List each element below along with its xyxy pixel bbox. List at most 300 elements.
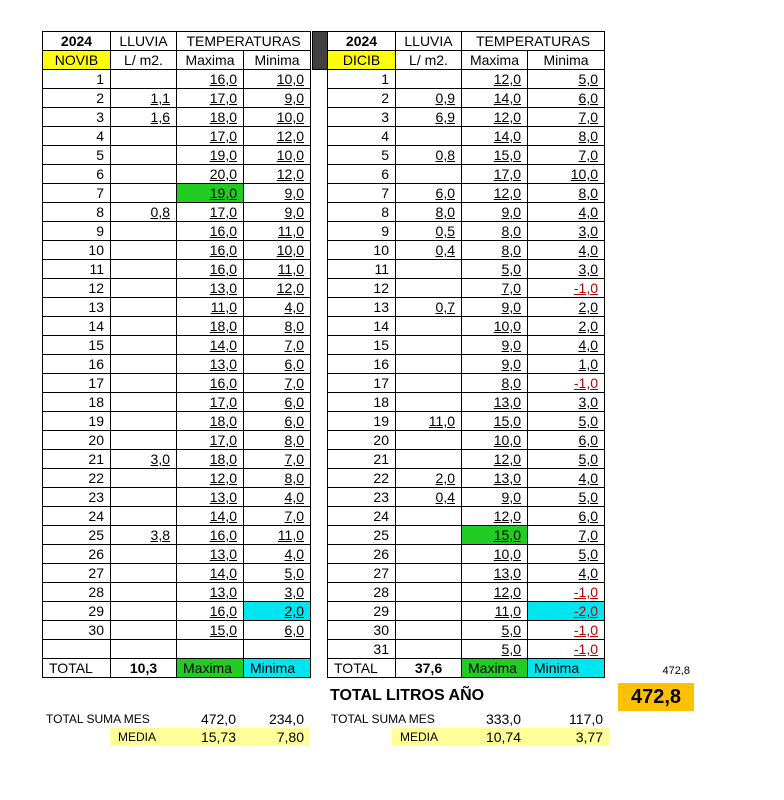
max-cell: 10,0 xyxy=(462,545,528,564)
day-cell: 11 xyxy=(43,260,111,279)
day-cell: 12 xyxy=(43,279,111,298)
nov-temp-header: TEMPERATURAS xyxy=(177,32,311,51)
table-row xyxy=(43,317,311,336)
rain-cell xyxy=(111,70,177,89)
max-cell: 18,0 xyxy=(177,450,244,469)
day-cell: 27 xyxy=(328,564,396,583)
min-cell: 5,0 xyxy=(244,564,311,583)
min-cell: 10,0 xyxy=(528,165,605,184)
max-cell: 11,0 xyxy=(462,602,528,621)
max-cell: 12,0 xyxy=(462,507,528,526)
day-cell: 14 xyxy=(328,317,396,336)
min-cell: 3,0 xyxy=(528,260,605,279)
table-row xyxy=(328,222,605,241)
nov-max-header: Maxima xyxy=(177,51,244,70)
dec-media-max: 10,74 xyxy=(485,729,521,745)
min-cell xyxy=(244,640,311,659)
nov-media-max: 15,73 xyxy=(200,729,236,745)
day-cell: 6 xyxy=(43,165,111,184)
day-cell: 9 xyxy=(328,222,396,241)
table-row xyxy=(43,526,311,545)
max-cell: 15,0 xyxy=(462,412,528,431)
rain-cell xyxy=(396,317,462,336)
min-cell: 5,0 xyxy=(528,450,605,469)
rain-cell xyxy=(111,469,177,488)
max-cell: 13,0 xyxy=(177,583,244,602)
min-cell: 7,0 xyxy=(244,450,311,469)
table-row xyxy=(43,431,311,450)
rain-cell xyxy=(111,279,177,298)
min-cell: 10,0 xyxy=(244,70,311,89)
max-cell: 15,0 xyxy=(462,526,528,545)
nov-media-min: 7,80 xyxy=(276,729,304,745)
dec-min-header: Minima xyxy=(528,51,605,70)
table-row xyxy=(43,127,311,146)
day-cell: 17 xyxy=(328,374,396,393)
day-cell: 21 xyxy=(328,450,396,469)
rain-cell xyxy=(396,127,462,146)
table-row xyxy=(328,507,605,526)
min-cell: 7,0 xyxy=(528,526,605,545)
column-separator xyxy=(312,31,328,70)
rain-cell xyxy=(111,146,177,165)
rain-cell xyxy=(111,298,177,317)
day-cell: 22 xyxy=(43,469,111,488)
nov-month: NOVIB xyxy=(43,51,111,70)
day-cell: 18 xyxy=(43,393,111,412)
max-cell: 16,0 xyxy=(177,374,244,393)
rain-cell xyxy=(111,640,177,659)
day-cell: 18 xyxy=(328,393,396,412)
dec-year: 2024 xyxy=(328,32,396,51)
day-cell: 2 xyxy=(328,89,396,108)
table-row xyxy=(43,203,311,222)
min-cell: 4,0 xyxy=(244,488,311,507)
min-cell: 11,0 xyxy=(244,526,311,545)
table-row xyxy=(43,89,311,108)
day-cell: 5 xyxy=(328,146,396,165)
day-cell: 10 xyxy=(43,241,111,260)
rain-cell: 6,9 xyxy=(396,108,462,127)
table-row xyxy=(43,108,311,127)
rain-cell xyxy=(396,526,462,545)
rain-cell xyxy=(111,412,177,431)
rain-cell xyxy=(396,393,462,412)
rain-cell xyxy=(111,431,177,450)
nov-min-header: Minima xyxy=(244,51,311,70)
day-cell: 24 xyxy=(43,507,111,526)
min-cell: 4,0 xyxy=(528,564,605,583)
nov-max-label: Maxima xyxy=(177,659,244,678)
day-cell: 20 xyxy=(43,431,111,450)
max-cell: 19,0 xyxy=(177,146,244,165)
table-row xyxy=(328,621,605,640)
table-row xyxy=(328,374,605,393)
table-row xyxy=(43,469,311,488)
day-cell: 11 xyxy=(328,260,396,279)
nov-media-label: MEDIA xyxy=(118,730,157,744)
min-cell: 8,0 xyxy=(244,431,311,450)
min-cell: 10,0 xyxy=(244,241,311,260)
nov-year: 2024 xyxy=(43,32,111,51)
nov-rain-header: LLUVIA xyxy=(111,32,177,51)
max-cell: 13,0 xyxy=(462,393,528,412)
min-cell: 9,0 xyxy=(244,184,311,203)
min-cell: 8,0 xyxy=(528,127,605,146)
max-cell: 12,0 xyxy=(462,583,528,602)
table-row xyxy=(328,127,605,146)
day-cell: 8 xyxy=(328,203,396,222)
max-cell xyxy=(177,640,244,659)
max-cell: 18,0 xyxy=(177,108,244,127)
rain-cell xyxy=(111,165,177,184)
year-total-label: TOTAL LITROS AÑO xyxy=(330,687,485,704)
day-cell: 10 xyxy=(328,241,396,260)
rain-cell xyxy=(396,583,462,602)
min-cell: 6,0 xyxy=(244,355,311,374)
day-cell: 9 xyxy=(43,222,111,241)
day-cell: 25 xyxy=(328,526,396,545)
rain-cell: 6,0 xyxy=(396,184,462,203)
table-row xyxy=(43,241,311,260)
max-cell: 14,0 xyxy=(177,564,244,583)
year-total-small: 472,8 xyxy=(662,665,690,677)
day-cell: 21 xyxy=(43,450,111,469)
table-row xyxy=(328,184,605,203)
rain-cell xyxy=(396,564,462,583)
max-cell: 9,0 xyxy=(462,298,528,317)
max-cell: 9,0 xyxy=(462,488,528,507)
rain-cell: 0,8 xyxy=(111,203,177,222)
rain-cell xyxy=(396,621,462,640)
max-cell: 16,0 xyxy=(177,602,244,621)
max-cell: 13,0 xyxy=(177,279,244,298)
rain-cell: 2,0 xyxy=(396,469,462,488)
min-cell: -1,0 xyxy=(528,621,605,640)
max-cell: 12,0 xyxy=(177,469,244,488)
table-row xyxy=(43,583,311,602)
dec-sum-max: 333,0 xyxy=(485,711,521,727)
rain-cell xyxy=(111,260,177,279)
table-row xyxy=(43,621,311,640)
min-cell: 6,0 xyxy=(244,393,311,412)
rain-cell xyxy=(111,488,177,507)
rain-cell xyxy=(111,355,177,374)
min-cell: 5,0 xyxy=(528,70,605,89)
min-cell: 4,0 xyxy=(528,241,605,260)
day-cell: 13 xyxy=(328,298,396,317)
min-cell: 7,0 xyxy=(244,507,311,526)
table-row xyxy=(328,89,605,108)
max-cell: 17,0 xyxy=(177,393,244,412)
rain-cell: 0,5 xyxy=(396,222,462,241)
max-cell: 9,0 xyxy=(462,203,528,222)
max-cell: 13,0 xyxy=(177,355,244,374)
table-row xyxy=(328,203,605,222)
table-row xyxy=(328,412,605,431)
table-row xyxy=(328,450,605,469)
nov-total-label: TOTAL xyxy=(43,659,111,678)
table-row xyxy=(328,317,605,336)
max-cell: 17,0 xyxy=(462,165,528,184)
day-cell: 12 xyxy=(328,279,396,298)
nov-sum-label: TOTAL SUMA MES xyxy=(46,712,150,726)
max-cell: 16,0 xyxy=(177,241,244,260)
dec-month: DICIB xyxy=(328,51,396,70)
dec-rain-unit: L/ m2. xyxy=(396,51,462,70)
max-cell: 12,0 xyxy=(462,184,528,203)
min-cell: 9,0 xyxy=(244,203,311,222)
table-row xyxy=(328,298,605,317)
november-table xyxy=(42,31,311,678)
min-cell: -1,0 xyxy=(528,374,605,393)
day-cell: 16 xyxy=(43,355,111,374)
table-row xyxy=(328,165,605,184)
table-row xyxy=(328,564,605,583)
rain-cell: 0,7 xyxy=(396,298,462,317)
year-total-value: 472,8 xyxy=(618,683,694,711)
rain-cell xyxy=(396,70,462,89)
rain-cell: 8,0 xyxy=(396,203,462,222)
table-row xyxy=(43,70,311,89)
min-cell: 10,0 xyxy=(244,108,311,127)
day-cell: 29 xyxy=(43,602,111,621)
day-cell: 8 xyxy=(43,203,111,222)
table-row xyxy=(43,279,311,298)
min-cell: 3,0 xyxy=(244,583,311,602)
table-row xyxy=(43,564,311,583)
table-row xyxy=(328,108,605,127)
table-row xyxy=(328,526,605,545)
dec-max-header: Maxima xyxy=(462,51,528,70)
max-cell: 5,0 xyxy=(462,621,528,640)
min-cell: 6,0 xyxy=(244,621,311,640)
min-cell: 7,0 xyxy=(244,374,311,393)
dec-total-value: 37,6 xyxy=(396,659,462,678)
max-cell: 8,0 xyxy=(462,222,528,241)
rain-cell xyxy=(111,507,177,526)
min-cell: 4,0 xyxy=(528,336,605,355)
max-cell: 13,0 xyxy=(177,545,244,564)
rain-cell xyxy=(111,602,177,621)
day-cell: 1 xyxy=(43,70,111,89)
december-table xyxy=(327,31,605,678)
rain-cell xyxy=(111,222,177,241)
rain-cell: 3,8 xyxy=(111,526,177,545)
min-cell: 11,0 xyxy=(244,260,311,279)
table-row xyxy=(43,412,311,431)
table-row xyxy=(43,488,311,507)
table-row xyxy=(43,450,311,469)
day-cell: 28 xyxy=(328,583,396,602)
day-cell: 19 xyxy=(328,412,396,431)
nov-rain-unit: L/ m2. xyxy=(111,51,177,70)
dec-media-label: MEDIA xyxy=(400,730,439,744)
table-row xyxy=(328,431,605,450)
max-cell: 18,0 xyxy=(177,412,244,431)
max-cell: 12,0 xyxy=(462,450,528,469)
day-cell: 4 xyxy=(328,127,396,146)
table-row xyxy=(328,70,605,89)
nov-sum-max: 472,0 xyxy=(200,711,236,727)
rain-cell xyxy=(111,374,177,393)
table-row xyxy=(43,184,311,203)
rain-cell xyxy=(396,602,462,621)
rain-cell: 3,0 xyxy=(111,450,177,469)
day-cell: 20 xyxy=(328,431,396,450)
max-cell: 16,0 xyxy=(177,222,244,241)
rain-cell xyxy=(396,355,462,374)
table-row xyxy=(43,393,311,412)
rain-cell xyxy=(111,621,177,640)
day-cell: 2 xyxy=(43,89,111,108)
min-cell: 8,0 xyxy=(244,469,311,488)
min-cell: -1,0 xyxy=(528,279,605,298)
rain-cell xyxy=(396,279,462,298)
max-cell: 17,0 xyxy=(177,127,244,146)
min-cell: 3,0 xyxy=(528,393,605,412)
table-row xyxy=(328,241,605,260)
min-cell: 2,0 xyxy=(528,298,605,317)
min-cell: 4,0 xyxy=(244,298,311,317)
table-row xyxy=(43,602,311,621)
max-cell: 10,0 xyxy=(462,317,528,336)
max-cell: 11,0 xyxy=(177,298,244,317)
table-row xyxy=(43,640,311,659)
max-cell: 18,0 xyxy=(177,317,244,336)
dec-media-min: 3,77 xyxy=(575,729,603,745)
day-cell: 17 xyxy=(43,374,111,393)
max-cell: 13,0 xyxy=(462,469,528,488)
day-cell: 3 xyxy=(43,108,111,127)
min-cell: 9,0 xyxy=(244,89,311,108)
max-cell: 17,0 xyxy=(177,203,244,222)
min-cell: 2,0 xyxy=(244,602,311,621)
day-cell: 3 xyxy=(328,108,396,127)
min-cell: 12,0 xyxy=(244,165,311,184)
dec-total-label: TOTAL xyxy=(328,659,396,678)
day-cell: 23 xyxy=(43,488,111,507)
min-cell: 6,0 xyxy=(528,507,605,526)
rain-cell xyxy=(111,127,177,146)
min-cell: 3,0 xyxy=(528,222,605,241)
max-cell: 16,0 xyxy=(177,70,244,89)
max-cell: 15,0 xyxy=(177,621,244,640)
dec-sum-min: 117,0 xyxy=(569,711,603,727)
table-row xyxy=(328,393,605,412)
day-cell: 28 xyxy=(43,583,111,602)
max-cell: 8,0 xyxy=(462,374,528,393)
max-cell: 10,0 xyxy=(462,431,528,450)
rain-cell: 1,6 xyxy=(111,108,177,127)
min-cell: 4,0 xyxy=(528,203,605,222)
max-cell: 15,0 xyxy=(462,146,528,165)
table-row xyxy=(43,374,311,393)
max-cell: 20,0 xyxy=(177,165,244,184)
min-cell: 12,0 xyxy=(244,127,311,146)
rain-cell xyxy=(111,564,177,583)
rain-cell xyxy=(396,450,462,469)
min-cell: 4,0 xyxy=(528,469,605,488)
max-cell: 17,0 xyxy=(177,89,244,108)
dec-temp-header: TEMPERATURAS xyxy=(462,32,605,51)
table-row xyxy=(328,488,605,507)
min-cell: 6,0 xyxy=(528,89,605,108)
rain-cell xyxy=(396,545,462,564)
rain-cell xyxy=(396,374,462,393)
max-cell: 5,0 xyxy=(462,260,528,279)
day-cell: 26 xyxy=(328,545,396,564)
table-row xyxy=(328,545,605,564)
max-cell: 12,0 xyxy=(462,70,528,89)
rain-cell xyxy=(111,336,177,355)
table-row xyxy=(328,602,605,621)
table-row xyxy=(43,507,311,526)
max-cell: 16,0 xyxy=(177,260,244,279)
min-cell: 7,0 xyxy=(244,336,311,355)
rain-cell: 0,4 xyxy=(396,488,462,507)
max-cell: 14,0 xyxy=(462,127,528,146)
max-cell: 14,0 xyxy=(177,336,244,355)
table-row xyxy=(328,355,605,374)
table-row xyxy=(43,336,311,355)
min-cell: 7,0 xyxy=(528,108,605,127)
min-cell: 7,0 xyxy=(528,146,605,165)
min-cell: 8,0 xyxy=(528,184,605,203)
day-cell: 27 xyxy=(43,564,111,583)
day-cell: 31 xyxy=(328,640,396,659)
min-cell: 8,0 xyxy=(244,317,311,336)
day-cell: 15 xyxy=(43,336,111,355)
table-row xyxy=(43,260,311,279)
table-row xyxy=(328,146,605,165)
rain-cell: 11,0 xyxy=(396,412,462,431)
rain-cell: 1,1 xyxy=(111,89,177,108)
table-row xyxy=(43,298,311,317)
min-cell: 11,0 xyxy=(244,222,311,241)
day-cell: 26 xyxy=(43,545,111,564)
min-cell: 5,0 xyxy=(528,545,605,564)
day-cell: 22 xyxy=(328,469,396,488)
max-cell: 7,0 xyxy=(462,279,528,298)
day-cell: 7 xyxy=(328,184,396,203)
dec-min-label: Minima xyxy=(528,659,605,678)
min-cell: 4,0 xyxy=(244,545,311,564)
day-cell: 25 xyxy=(43,526,111,545)
day-cell: 13 xyxy=(43,298,111,317)
max-cell: 16,0 xyxy=(177,526,244,545)
table-row xyxy=(328,260,605,279)
rain-cell xyxy=(111,184,177,203)
day-cell: 24 xyxy=(328,507,396,526)
rain-cell xyxy=(396,640,462,659)
dec-rain-header: LLUVIA xyxy=(396,32,462,51)
day-cell: 30 xyxy=(43,621,111,640)
rain-cell xyxy=(396,165,462,184)
min-cell: 6,0 xyxy=(528,431,605,450)
max-cell: 9,0 xyxy=(462,336,528,355)
table-row xyxy=(328,336,605,355)
max-cell: 8,0 xyxy=(462,241,528,260)
table-row xyxy=(328,279,605,298)
max-cell: 9,0 xyxy=(462,355,528,374)
day-cell: 16 xyxy=(328,355,396,374)
nov-total-value: 10,3 xyxy=(111,659,177,678)
max-cell: 5,0 xyxy=(462,640,528,659)
table-row xyxy=(43,222,311,241)
rain-cell xyxy=(396,431,462,450)
rain-cell xyxy=(396,260,462,279)
